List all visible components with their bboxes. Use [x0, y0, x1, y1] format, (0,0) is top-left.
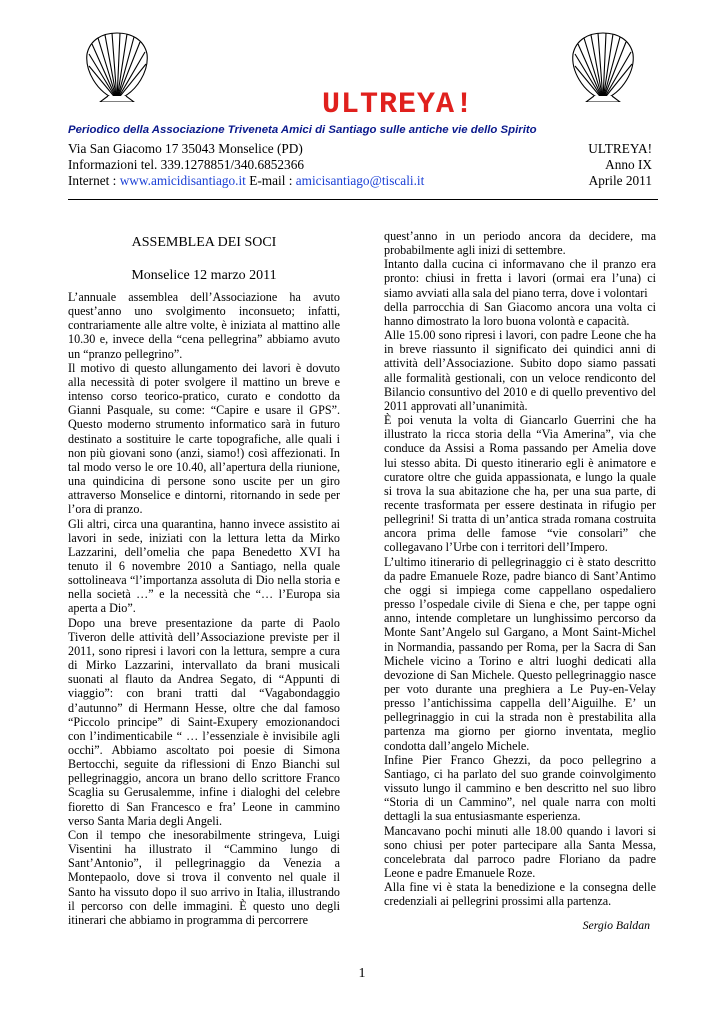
text-line: alle formalità gestionali, con un veloce rendiconto del — [384, 370, 656, 385]
text-line: quest’anno uno svolgimento inconsueto; infatti, — [68, 304, 340, 319]
text-line: attività dell’Associazione. Subito dopo siamo passati — [384, 356, 656, 371]
text-line: concelebrata dal parroco padre Floriano da padre — [384, 851, 656, 866]
author-signature: Sergio Baldan — [582, 918, 650, 932]
text-line: della parrocchia di San Giacomo ancora una volta ci — [384, 299, 656, 314]
text-line: illustrato la ricca storia della “Via Amerina”, via che — [384, 427, 656, 442]
text-line: il percorso con delle immagini. È questo uno degli — [68, 898, 340, 913]
text-line: anno, intende completare un lunghissimo percorso da — [384, 611, 656, 626]
text-line: pellegrinaggio, ancora un brano dello scrittore Franco — [68, 771, 340, 786]
text-line: in Normandia, passando per Roma, per la Sacra di San — [384, 639, 656, 654]
text-line: di Mirko Lazzarini, intervallato da brani musicali — [68, 658, 340, 673]
text-line: Gianni Pasquale, su come: “Capire e usare il GPS”. — [68, 403, 340, 418]
issue-name: ULTREYA! — [588, 141, 652, 156]
text-line: suonati al flauto da Andrea Segato, di “Appunti di — [68, 672, 340, 687]
text-line: Con il tempo che inesorabilmente stringeva, Luigi — [68, 827, 340, 842]
periodical-subtitle: Periodico della Associazione Triveneta Amici di Santiago sulle antiche vie dello Spirito — [68, 124, 537, 136]
scallop-shell-icon — [82, 30, 152, 102]
text-line: Il motivo di questo allungamento dei lavori è dovuto — [68, 360, 340, 375]
article-title: ASSEMBLEA DEI SOCI — [131, 235, 277, 250]
text-line: Santo ha vissuto dopo il suo arrivo in Italia, illustrando — [68, 884, 340, 899]
text-line: nella società …” e la necessità che “… l’Europa sia — [68, 587, 340, 602]
email-link[interactable]: amicisantiago@tiscali.it — [295, 173, 425, 188]
text-line: Leone e padre Emanuele Roze. — [384, 866, 536, 881]
text-line: presso l’ospedale civile di Siena e che, per tappe ogni — [384, 597, 656, 612]
text-line: alla necessità di poter svolgere il mattino un breve e — [68, 374, 340, 389]
text-line: “Storia di un Cammino”, nel quale narra con molti — [384, 795, 656, 810]
text-line: Michele vicino a Torino e altri luoghi dedicati alla — [384, 653, 656, 668]
text-line: credenziali ai pellegrini prossimi alla partenza. — [384, 894, 612, 909]
phone: Informazioni tel. 339.1278851/340.6852366 — [68, 157, 304, 172]
text-line: “Piccolo principe” di Saint-Exupery emozionandoci — [68, 714, 340, 729]
text-line: contrariamente alle altre volte, è iniziata al mattino alle — [68, 318, 340, 333]
text-line: attraverso Monselice e dintorni, ritornando in sede per — [68, 488, 340, 503]
text-line: un “pranzo pellegrino”. — [68, 346, 183, 361]
text-line: verso Santa Maria degli Angeli. — [68, 813, 223, 828]
text-line: quest’anno in un periodo ancora da decidere, ma — [384, 229, 656, 243]
text-line: in breve riassunto il significato dei quindici anni di — [384, 342, 656, 357]
text-line: 10.30 e, invece della “cena pellegrina” abbiamo avuto — [68, 332, 340, 347]
text-line: si trova la sua abitazione che ha, per una sua parte, di — [384, 483, 656, 498]
text-line: Bilancio consuntivo del 2010 e di quello preventivo del — [384, 384, 656, 399]
text-line: dettagli la sua entusiasmante esperienza. — [384, 809, 581, 824]
text-line: devozione di San Michele. Questo pellegrinaggio nasce — [384, 667, 656, 682]
text-line: vissuto lungo il cammino e ben descritto nel suo libro — [384, 781, 656, 796]
text-line: Monte Sant’Angelo sul Gargano, a Mont Saint-Michel — [384, 625, 656, 640]
text-line: hanno dimostrato la loro buona volontà e capacità. — [384, 313, 630, 328]
website-link[interactable]: www.amicidisantiago.it — [119, 173, 246, 188]
text-line: con l’indimenticabile “ … l’essenziale è invisibile agli — [68, 728, 340, 743]
text-line: 2011, sono ripresi i lavori con la lettura, sempre a cura — [68, 643, 340, 658]
internet-line: Internet : www.amicidisantiago.it E-mail : amicisantiago@tiscali.it — [68, 173, 425, 188]
page-number: 1 — [358, 966, 366, 981]
text-line: Alle 15.00 sono ripresi i lavori, con padre Leone che ha — [384, 328, 656, 343]
text-line: Visentini ha illustrato il “Cammino lungo di — [68, 842, 340, 857]
issue-date: Aprile 2011 — [588, 173, 652, 188]
text-line: Infine Pier Franco Ghezzi, da poco pellegrino a — [384, 752, 656, 767]
text-line: probabilmente agli inizi di settembre. — [384, 243, 566, 258]
article-place-date: Monselice 12 marzo 2011 — [131, 268, 277, 283]
text-line: sottolineava “l’importanza assoluta di Dio nella storia e — [68, 573, 340, 588]
text-line: che oggi si impiega come cappellano ospedaliero — [384, 582, 656, 597]
text-line: siamo avviati alla sala del piano terra, dove i volontari — [384, 285, 648, 300]
issue-year: Anno IX — [605, 157, 652, 172]
text-line: fioretto di San Francesco e fra’ Leone in cammino — [68, 799, 340, 814]
article-column-left — [68, 290, 340, 927]
text-line: Tiveron delle attività dell’Associazione previste per il — [68, 629, 340, 644]
text-line: Montepaolo, dove si trova il convento nel quale il — [68, 870, 340, 885]
text-line: una quindicina di persone sono uscite per un giro — [68, 474, 340, 489]
text-line: tenuto il 6 novembre 2010 a Santiago, nella quale — [68, 558, 340, 573]
text-line: Bertocchi, seguite da riflessioni di Enzo Bianchi sul — [68, 757, 340, 772]
text-line: Alla fine vi è stata la benedizione e la consegna delle — [384, 880, 656, 895]
text-line: L’annuale assemblea dell’Associazione ha avuto — [68, 290, 340, 304]
text-line: per voto durante una preghiera a Le Puy-en-Velay — [384, 682, 656, 696]
text-line: curatore oltre che guida appassionata, e lungo la quale — [384, 469, 656, 484]
text-line: conduce da Assisi a Roma passando per Amelia dove — [384, 441, 656, 456]
text-line: l’ora di pranzo. — [68, 502, 143, 517]
text-line: partenza ma giorno per giorno inventata, meglio — [384, 724, 656, 739]
article-column-right — [384, 229, 656, 909]
text-line: L’ultimo itinerario di pellegrinaggio ci è stato descritto — [384, 554, 656, 569]
text-line: tal modo verso le ore 10.40, all’apertura della riunione, — [68, 459, 340, 474]
text-line: condotta dall’angelo Michele. — [384, 738, 530, 753]
text-line: aperta a Dio”. — [68, 601, 136, 616]
text-line: non più giovani sono (anzi, siamo!) così affezionati. In — [68, 445, 340, 460]
text-line: Dopo una breve presentazione da parte di Paolo — [68, 615, 340, 630]
text-line: 2011 approvati all’unanimità. — [384, 398, 528, 413]
header-divider — [68, 199, 658, 200]
address: Via San Giacomo 17 35043 Monselice (PD) — [68, 141, 303, 156]
text-line: pellegrinaggio in cui la strada non è prestabilita alla — [384, 710, 656, 725]
text-line: lui stesso abita. Di questo itinerario egli è animatore e — [384, 455, 656, 470]
text-line: da padre Emanuele Roze, padre bianco di Sant’Antimo — [384, 568, 656, 583]
text-line: È poi venuta la volta di Giancarlo Guerrini che ha — [384, 413, 656, 428]
text-line: d’autunno” di Hermann Hesse, oltre che dal famoso — [68, 700, 340, 715]
text-line: Questo moderno strumento informatico sarà in futuro — [68, 417, 340, 432]
text-line: destinato a sostituire le carte topografiche, alle quali i — [68, 431, 340, 446]
text-line: occhi”. Abbiamo ascoltato poi poesie di Simona — [68, 743, 340, 757]
text-line: collegavano l’Urbe con i territori dell’Impero. — [384, 540, 608, 555]
text-line: intenso corso teorico-pratico, curato e condotto da — [68, 389, 340, 404]
text-line: recente trasformata per essere destinata in rifugio per — [384, 497, 656, 512]
text-line: Sant’Antonio”, il pellegrinaggio da Venezia a — [68, 856, 340, 871]
text-line: itinerari che abbiamo in programma di percorrere — [68, 912, 309, 927]
text-line: Lazzarini, dell’omelia che papa Benedetto XVI ha — [68, 544, 340, 559]
text-line: Scaglia su Gerusalemme, infine i dialoghi del celebre — [68, 785, 340, 800]
text-line: viaggio”: con brani tratti dal “Vagabondaggio — [68, 686, 340, 701]
text-line: sono chiusi per poter partecipare alla Santa Messa, — [384, 837, 656, 852]
text-line: Intanto dalla cucina ci informavano che il pranzo era — [384, 257, 656, 272]
text-line: pellegrini! Si tratta di un’antica strada romana costruita — [384, 512, 656, 527]
text-line: ancora prima delle famose “vie consolari” che — [384, 526, 656, 541]
text-line: lavori in sede, iniziati con la lettura letta da Mirko — [68, 530, 340, 545]
text-line: pronto: chiusi in fretta i lavori (ormai era l’una) ci — [384, 271, 656, 286]
scallop-shell-icon — [568, 30, 638, 102]
text-line: Mancavano pochi minuti alle 18.00 quando i lavori si — [384, 823, 656, 838]
text-line: Gli altri, circa una quarantina, hanno invece assistito ai — [68, 516, 340, 531]
text-line: presso l’antichissima cappella dell’Aiguilhe. E’ un — [384, 696, 656, 711]
text-line: Santiago, ci ha parlato del suo grande coinvolgimento — [384, 766, 656, 781]
